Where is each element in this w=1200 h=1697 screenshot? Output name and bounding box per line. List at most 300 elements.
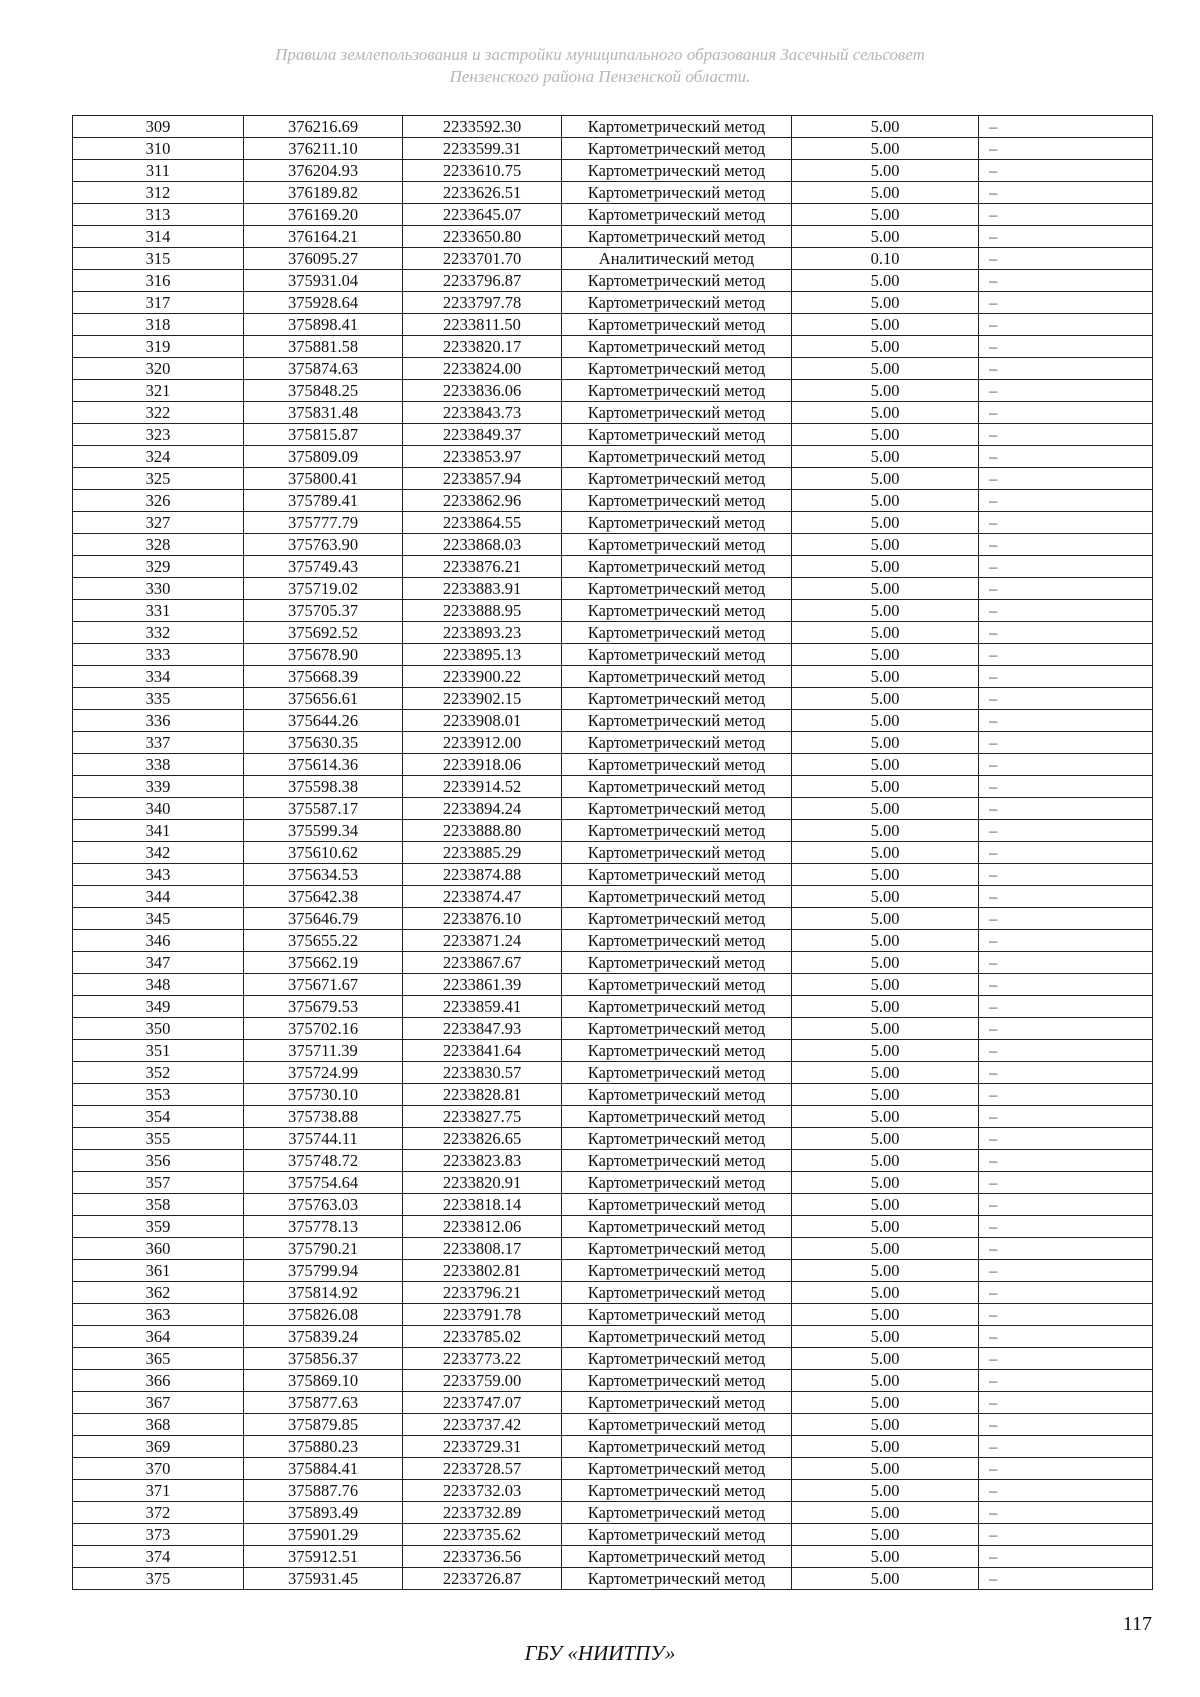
description-cell: – — [979, 1238, 1153, 1260]
method-cell: Картометрический метод — [562, 1524, 792, 1546]
x-coordinate-cell: 375856.37 — [244, 1348, 403, 1370]
y-coordinate-cell: 2233808.17 — [403, 1238, 562, 1260]
table-row — [73, 908, 1153, 930]
method-cell: Картометрический метод — [562, 292, 792, 314]
table-row — [73, 204, 1153, 226]
point-number-cell: 311 — [73, 160, 244, 182]
table-row — [73, 1546, 1153, 1568]
accuracy-cell: 5.00 — [792, 1436, 979, 1458]
accuracy-cell: 5.00 — [792, 1128, 979, 1150]
table-row — [73, 666, 1153, 688]
description-cell: – — [979, 490, 1153, 512]
method-cell: Картометрический метод — [562, 358, 792, 380]
point-number-cell: 327 — [73, 512, 244, 534]
table-row — [73, 1326, 1153, 1348]
table-row — [73, 732, 1153, 754]
running-header — [0, 44, 1200, 88]
point-number-cell: 372 — [73, 1502, 244, 1524]
accuracy-cell: 5.00 — [792, 182, 979, 204]
table-row — [73, 952, 1153, 974]
point-number-cell: 348 — [73, 974, 244, 996]
method-cell: Картометрический метод — [562, 820, 792, 842]
point-number-cell: 356 — [73, 1150, 244, 1172]
accuracy-cell: 5.00 — [792, 116, 979, 138]
accuracy-cell: 5.00 — [792, 732, 979, 754]
description-cell: – — [979, 1348, 1153, 1370]
point-number-cell: 325 — [73, 468, 244, 490]
description-cell: – — [979, 226, 1153, 248]
y-coordinate-cell: 2233736.56 — [403, 1546, 562, 1568]
x-coordinate-cell: 375644.26 — [244, 710, 403, 732]
method-cell: Картометрический метод — [562, 1194, 792, 1216]
table-row — [73, 138, 1153, 160]
x-coordinate-cell: 375893.49 — [244, 1502, 403, 1524]
description-cell: – — [979, 1260, 1153, 1282]
description-cell: – — [979, 578, 1153, 600]
method-cell: Картометрический метод — [562, 688, 792, 710]
table-row — [73, 776, 1153, 798]
x-coordinate-cell: 375884.41 — [244, 1458, 403, 1480]
point-number-cell: 321 — [73, 380, 244, 402]
point-number-cell: 354 — [73, 1106, 244, 1128]
table-row — [73, 380, 1153, 402]
accuracy-cell: 5.00 — [792, 1480, 979, 1502]
accuracy-cell: 5.00 — [792, 600, 979, 622]
method-cell: Картометрический метод — [562, 1260, 792, 1282]
y-coordinate-cell: 2233732.03 — [403, 1480, 562, 1502]
x-coordinate-cell: 375646.79 — [244, 908, 403, 930]
description-cell: – — [979, 1546, 1153, 1568]
y-coordinate-cell: 2233729.31 — [403, 1436, 562, 1458]
table-row — [73, 1436, 1153, 1458]
table-row — [73, 1414, 1153, 1436]
y-coordinate-cell: 2233830.57 — [403, 1062, 562, 1084]
method-cell: Картометрический метод — [562, 1304, 792, 1326]
description-cell: – — [979, 1326, 1153, 1348]
y-coordinate-cell: 2233841.64 — [403, 1040, 562, 1062]
x-coordinate-cell: 375881.58 — [244, 336, 403, 358]
point-number-cell: 346 — [73, 930, 244, 952]
accuracy-cell: 5.00 — [792, 1084, 979, 1106]
x-coordinate-cell: 375610.62 — [244, 842, 403, 864]
point-number-cell: 349 — [73, 996, 244, 1018]
x-coordinate-cell: 375826.08 — [244, 1304, 403, 1326]
x-coordinate-cell: 375719.02 — [244, 578, 403, 600]
accuracy-cell: 5.00 — [792, 710, 979, 732]
table-row — [73, 930, 1153, 952]
y-coordinate-cell: 2233849.37 — [403, 424, 562, 446]
table-row — [73, 1018, 1153, 1040]
method-cell: Картометрический метод — [562, 578, 792, 600]
point-number-cell: 312 — [73, 182, 244, 204]
x-coordinate-cell: 376211.10 — [244, 138, 403, 160]
description-cell: – — [979, 248, 1153, 270]
page-number: 117 — [1122, 1613, 1152, 1635]
point-number-cell: 313 — [73, 204, 244, 226]
method-cell: Картометрический метод — [562, 116, 792, 138]
x-coordinate-cell: 375931.04 — [244, 270, 403, 292]
point-number-cell: 374 — [73, 1546, 244, 1568]
method-cell: Картометрический метод — [562, 556, 792, 578]
method-cell: Картометрический метод — [562, 160, 792, 182]
accuracy-cell: 5.00 — [792, 138, 979, 160]
table-row — [73, 1458, 1153, 1480]
method-cell: Картометрический метод — [562, 886, 792, 908]
x-coordinate-cell: 375901.29 — [244, 1524, 403, 1546]
x-coordinate-cell: 375738.88 — [244, 1106, 403, 1128]
table-row — [73, 1502, 1153, 1524]
table-row — [73, 996, 1153, 1018]
accuracy-cell: 5.00 — [792, 490, 979, 512]
description-cell: – — [979, 754, 1153, 776]
y-coordinate-cell: 2233823.83 — [403, 1150, 562, 1172]
accuracy-cell: 5.00 — [792, 556, 979, 578]
y-coordinate-cell: 2233820.91 — [403, 1172, 562, 1194]
table-row — [73, 710, 1153, 732]
table-row — [73, 1150, 1153, 1172]
x-coordinate-cell: 375598.38 — [244, 776, 403, 798]
description-cell: – — [979, 336, 1153, 358]
accuracy-cell: 5.00 — [792, 820, 979, 842]
accuracy-cell: 5.00 — [792, 226, 979, 248]
table-row — [73, 358, 1153, 380]
x-coordinate-cell: 375763.03 — [244, 1194, 403, 1216]
method-cell: Картометрический метод — [562, 424, 792, 446]
y-coordinate-cell: 2233888.95 — [403, 600, 562, 622]
accuracy-cell: 5.00 — [792, 1568, 979, 1590]
x-coordinate-cell: 375898.41 — [244, 314, 403, 336]
point-number-cell: 309 — [73, 116, 244, 138]
description-cell: – — [979, 446, 1153, 468]
table-row — [73, 1128, 1153, 1150]
accuracy-cell: 5.00 — [792, 292, 979, 314]
y-coordinate-cell: 2233894.24 — [403, 798, 562, 820]
table-row — [73, 886, 1153, 908]
point-number-cell: 353 — [73, 1084, 244, 1106]
description-cell: – — [979, 996, 1153, 1018]
method-cell: Картометрический метод — [562, 314, 792, 336]
description-cell: – — [979, 424, 1153, 446]
accuracy-cell: 5.00 — [792, 1502, 979, 1524]
accuracy-cell: 5.00 — [792, 534, 979, 556]
method-cell: Картометрический метод — [562, 468, 792, 490]
point-number-cell: 324 — [73, 446, 244, 468]
description-cell: – — [979, 886, 1153, 908]
accuracy-cell: 5.00 — [792, 1040, 979, 1062]
point-number-cell: 315 — [73, 248, 244, 270]
x-coordinate-cell: 375702.16 — [244, 1018, 403, 1040]
y-coordinate-cell: 2233796.87 — [403, 270, 562, 292]
accuracy-cell: 5.00 — [792, 1282, 979, 1304]
point-number-cell: 352 — [73, 1062, 244, 1084]
point-number-cell: 326 — [73, 490, 244, 512]
method-cell: Картометрический метод — [562, 710, 792, 732]
method-cell: Картометрический метод — [562, 1370, 792, 1392]
description-cell: – — [979, 468, 1153, 490]
table-row — [73, 116, 1153, 138]
y-coordinate-cell: 2233820.17 — [403, 336, 562, 358]
y-coordinate-cell: 2233797.78 — [403, 292, 562, 314]
table-row — [73, 1040, 1153, 1062]
y-coordinate-cell: 2233871.24 — [403, 930, 562, 952]
x-coordinate-cell: 375790.21 — [244, 1238, 403, 1260]
point-number-cell: 322 — [73, 402, 244, 424]
accuracy-cell: 5.00 — [792, 270, 979, 292]
description-cell: – — [979, 1436, 1153, 1458]
point-number-cell: 330 — [73, 578, 244, 600]
accuracy-cell: 5.00 — [792, 204, 979, 226]
table-row — [73, 1304, 1153, 1326]
y-coordinate-cell: 2233895.13 — [403, 644, 562, 666]
accuracy-cell: 5.00 — [792, 1216, 979, 1238]
table-row — [73, 842, 1153, 864]
y-coordinate-cell: 2233864.55 — [403, 512, 562, 534]
method-cell: Картометрический метод — [562, 776, 792, 798]
y-coordinate-cell: 2233876.21 — [403, 556, 562, 578]
table-body — [73, 116, 1153, 1590]
method-cell: Аналитический метод — [562, 248, 792, 270]
accuracy-cell: 5.00 — [792, 1392, 979, 1414]
accuracy-cell: 5.00 — [792, 1062, 979, 1084]
method-cell: Картометрический метод — [562, 1084, 792, 1106]
description-cell: – — [979, 116, 1153, 138]
x-coordinate-cell: 375809.09 — [244, 446, 403, 468]
description-cell: – — [979, 1524, 1153, 1546]
x-coordinate-cell: 375749.43 — [244, 556, 403, 578]
method-cell: Картометрический метод — [562, 1216, 792, 1238]
description-cell: – — [979, 314, 1153, 336]
method-cell: Картометрический метод — [562, 600, 792, 622]
method-cell: Картометрический метод — [562, 1502, 792, 1524]
point-number-cell: 310 — [73, 138, 244, 160]
description-cell: – — [979, 512, 1153, 534]
x-coordinate-cell: 375744.11 — [244, 1128, 403, 1150]
accuracy-cell: 5.00 — [792, 468, 979, 490]
method-cell: Картометрический метод — [562, 754, 792, 776]
point-number-cell: 358 — [73, 1194, 244, 1216]
y-coordinate-cell: 2233650.80 — [403, 226, 562, 248]
description-cell: – — [979, 1128, 1153, 1150]
y-coordinate-cell: 2233735.62 — [403, 1524, 562, 1546]
method-cell: Картометрический метод — [562, 1018, 792, 1040]
method-cell: Картометрический метод — [562, 864, 792, 886]
method-cell: Картометрический метод — [562, 270, 792, 292]
x-coordinate-cell: 375748.72 — [244, 1150, 403, 1172]
x-coordinate-cell: 375614.36 — [244, 754, 403, 776]
y-coordinate-cell: 2233918.06 — [403, 754, 562, 776]
accuracy-cell: 5.00 — [792, 622, 979, 644]
table-row — [73, 622, 1153, 644]
y-coordinate-cell: 2233645.07 — [403, 204, 562, 226]
point-number-cell: 328 — [73, 534, 244, 556]
method-cell: Картометрический метод — [562, 1414, 792, 1436]
method-cell: Картометрический метод — [562, 908, 792, 930]
table-row — [73, 270, 1153, 292]
x-coordinate-cell: 375831.48 — [244, 402, 403, 424]
accuracy-cell: 5.00 — [792, 930, 979, 952]
y-coordinate-cell: 2233773.22 — [403, 1348, 562, 1370]
x-coordinate-cell: 376204.93 — [244, 160, 403, 182]
point-number-cell: 342 — [73, 842, 244, 864]
y-coordinate-cell: 2233893.23 — [403, 622, 562, 644]
y-coordinate-cell: 2233824.00 — [403, 358, 562, 380]
method-cell: Картометрический метод — [562, 1458, 792, 1480]
point-number-cell: 370 — [73, 1458, 244, 1480]
description-cell: – — [979, 710, 1153, 732]
table-row — [73, 1106, 1153, 1128]
description-cell: – — [979, 820, 1153, 842]
point-number-cell: 375 — [73, 1568, 244, 1590]
method-cell: Картометрический метод — [562, 226, 792, 248]
table-row — [73, 864, 1153, 886]
description-cell: – — [979, 380, 1153, 402]
y-coordinate-cell: 2233732.89 — [403, 1502, 562, 1524]
method-cell: Картометрический метод — [562, 138, 792, 160]
y-coordinate-cell: 2233747.07 — [403, 1392, 562, 1414]
x-coordinate-cell: 375730.10 — [244, 1084, 403, 1106]
method-cell: Картометрический метод — [562, 1282, 792, 1304]
point-number-cell: 360 — [73, 1238, 244, 1260]
accuracy-cell: 5.00 — [792, 644, 979, 666]
table-row — [73, 1062, 1153, 1084]
table-row — [73, 1260, 1153, 1282]
point-number-cell: 331 — [73, 600, 244, 622]
method-cell: Картометрический метод — [562, 644, 792, 666]
description-cell: – — [979, 182, 1153, 204]
header-line-2: Пензенского района Пензенской области. — [449, 67, 751, 86]
table-row — [73, 1084, 1153, 1106]
y-coordinate-cell: 2233885.29 — [403, 842, 562, 864]
accuracy-cell: 5.00 — [792, 336, 979, 358]
method-cell: Картометрический метод — [562, 1172, 792, 1194]
x-coordinate-cell: 375711.39 — [244, 1040, 403, 1062]
x-coordinate-cell: 375679.53 — [244, 996, 403, 1018]
x-coordinate-cell: 375848.25 — [244, 380, 403, 402]
y-coordinate-cell: 2233828.81 — [403, 1084, 562, 1106]
description-cell: – — [979, 842, 1153, 864]
y-coordinate-cell: 2233874.47 — [403, 886, 562, 908]
y-coordinate-cell: 2233791.78 — [403, 1304, 562, 1326]
accuracy-cell: 5.00 — [792, 1194, 979, 1216]
y-coordinate-cell: 2233900.22 — [403, 666, 562, 688]
accuracy-cell: 5.00 — [792, 776, 979, 798]
x-coordinate-cell: 375678.90 — [244, 644, 403, 666]
accuracy-cell: 5.00 — [792, 886, 979, 908]
method-cell: Картометрический метод — [562, 1040, 792, 1062]
point-number-cell: 361 — [73, 1260, 244, 1282]
accuracy-cell: 5.00 — [792, 1260, 979, 1282]
accuracy-cell: 0.10 — [792, 248, 979, 270]
accuracy-cell: 5.00 — [792, 446, 979, 468]
x-coordinate-cell: 375754.64 — [244, 1172, 403, 1194]
x-coordinate-cell: 375869.10 — [244, 1370, 403, 1392]
method-cell: Картометрический метод — [562, 798, 792, 820]
accuracy-cell: 5.00 — [792, 358, 979, 380]
accuracy-cell: 5.00 — [792, 1326, 979, 1348]
table-row — [73, 336, 1153, 358]
point-number-cell: 355 — [73, 1128, 244, 1150]
description-cell: – — [979, 1568, 1153, 1590]
point-number-cell: 336 — [73, 710, 244, 732]
x-coordinate-cell: 375879.85 — [244, 1414, 403, 1436]
table-row — [73, 688, 1153, 710]
point-number-cell: 362 — [73, 1282, 244, 1304]
y-coordinate-cell: 2233847.93 — [403, 1018, 562, 1040]
y-coordinate-cell: 2233826.65 — [403, 1128, 562, 1150]
x-coordinate-cell: 375814.92 — [244, 1282, 403, 1304]
description-cell: – — [979, 908, 1153, 930]
y-coordinate-cell: 2233827.75 — [403, 1106, 562, 1128]
table-row — [73, 248, 1153, 270]
accuracy-cell: 5.00 — [792, 402, 979, 424]
y-coordinate-cell: 2233726.87 — [403, 1568, 562, 1590]
description-cell: – — [979, 358, 1153, 380]
y-coordinate-cell: 2233796.21 — [403, 1282, 562, 1304]
y-coordinate-cell: 2233874.88 — [403, 864, 562, 886]
x-coordinate-cell: 375724.99 — [244, 1062, 403, 1084]
y-coordinate-cell: 2233853.97 — [403, 446, 562, 468]
method-cell: Картометрический метод — [562, 1348, 792, 1370]
y-coordinate-cell: 2233802.81 — [403, 1260, 562, 1282]
point-number-cell: 339 — [73, 776, 244, 798]
point-number-cell: 350 — [73, 1018, 244, 1040]
y-coordinate-cell: 2233785.02 — [403, 1326, 562, 1348]
description-cell: – — [979, 270, 1153, 292]
method-cell: Картометрический метод — [562, 952, 792, 974]
method-cell: Картометрический метод — [562, 182, 792, 204]
point-number-cell: 337 — [73, 732, 244, 754]
description-cell: – — [979, 666, 1153, 688]
description-cell: – — [979, 1414, 1153, 1436]
method-cell: Картометрический метод — [562, 1238, 792, 1260]
x-coordinate-cell: 375642.38 — [244, 886, 403, 908]
x-coordinate-cell: 375630.35 — [244, 732, 403, 754]
accuracy-cell: 5.00 — [792, 864, 979, 886]
y-coordinate-cell: 2233914.52 — [403, 776, 562, 798]
description-cell: – — [979, 160, 1153, 182]
point-number-cell: 344 — [73, 886, 244, 908]
method-cell: Картометрический метод — [562, 402, 792, 424]
accuracy-cell: 5.00 — [792, 1348, 979, 1370]
y-coordinate-cell: 2233592.30 — [403, 116, 562, 138]
method-cell: Картометрический метод — [562, 534, 792, 556]
method-cell: Картометрический метод — [562, 512, 792, 534]
accuracy-cell: 5.00 — [792, 1458, 979, 1480]
point-number-cell: 319 — [73, 336, 244, 358]
accuracy-cell: 5.00 — [792, 1414, 979, 1436]
method-cell: Картометрический метод — [562, 1062, 792, 1084]
method-cell: Картометрический метод — [562, 490, 792, 512]
accuracy-cell: 5.00 — [792, 1524, 979, 1546]
description-cell: – — [979, 798, 1153, 820]
y-coordinate-cell: 2233836.06 — [403, 380, 562, 402]
accuracy-cell: 5.00 — [792, 688, 979, 710]
description-cell: – — [979, 292, 1153, 314]
description-cell: – — [979, 622, 1153, 644]
description-cell: – — [979, 1084, 1153, 1106]
point-number-cell: 341 — [73, 820, 244, 842]
method-cell: Картометрический метод — [562, 996, 792, 1018]
table-row — [73, 160, 1153, 182]
method-cell: Картометрический метод — [562, 1326, 792, 1348]
x-coordinate-cell: 375887.76 — [244, 1480, 403, 1502]
description-cell: – — [979, 1062, 1153, 1084]
accuracy-cell: 5.00 — [792, 1018, 979, 1040]
x-coordinate-cell: 375799.94 — [244, 1260, 403, 1282]
point-number-cell: 323 — [73, 424, 244, 446]
description-cell: – — [979, 534, 1153, 556]
table-row — [73, 1194, 1153, 1216]
